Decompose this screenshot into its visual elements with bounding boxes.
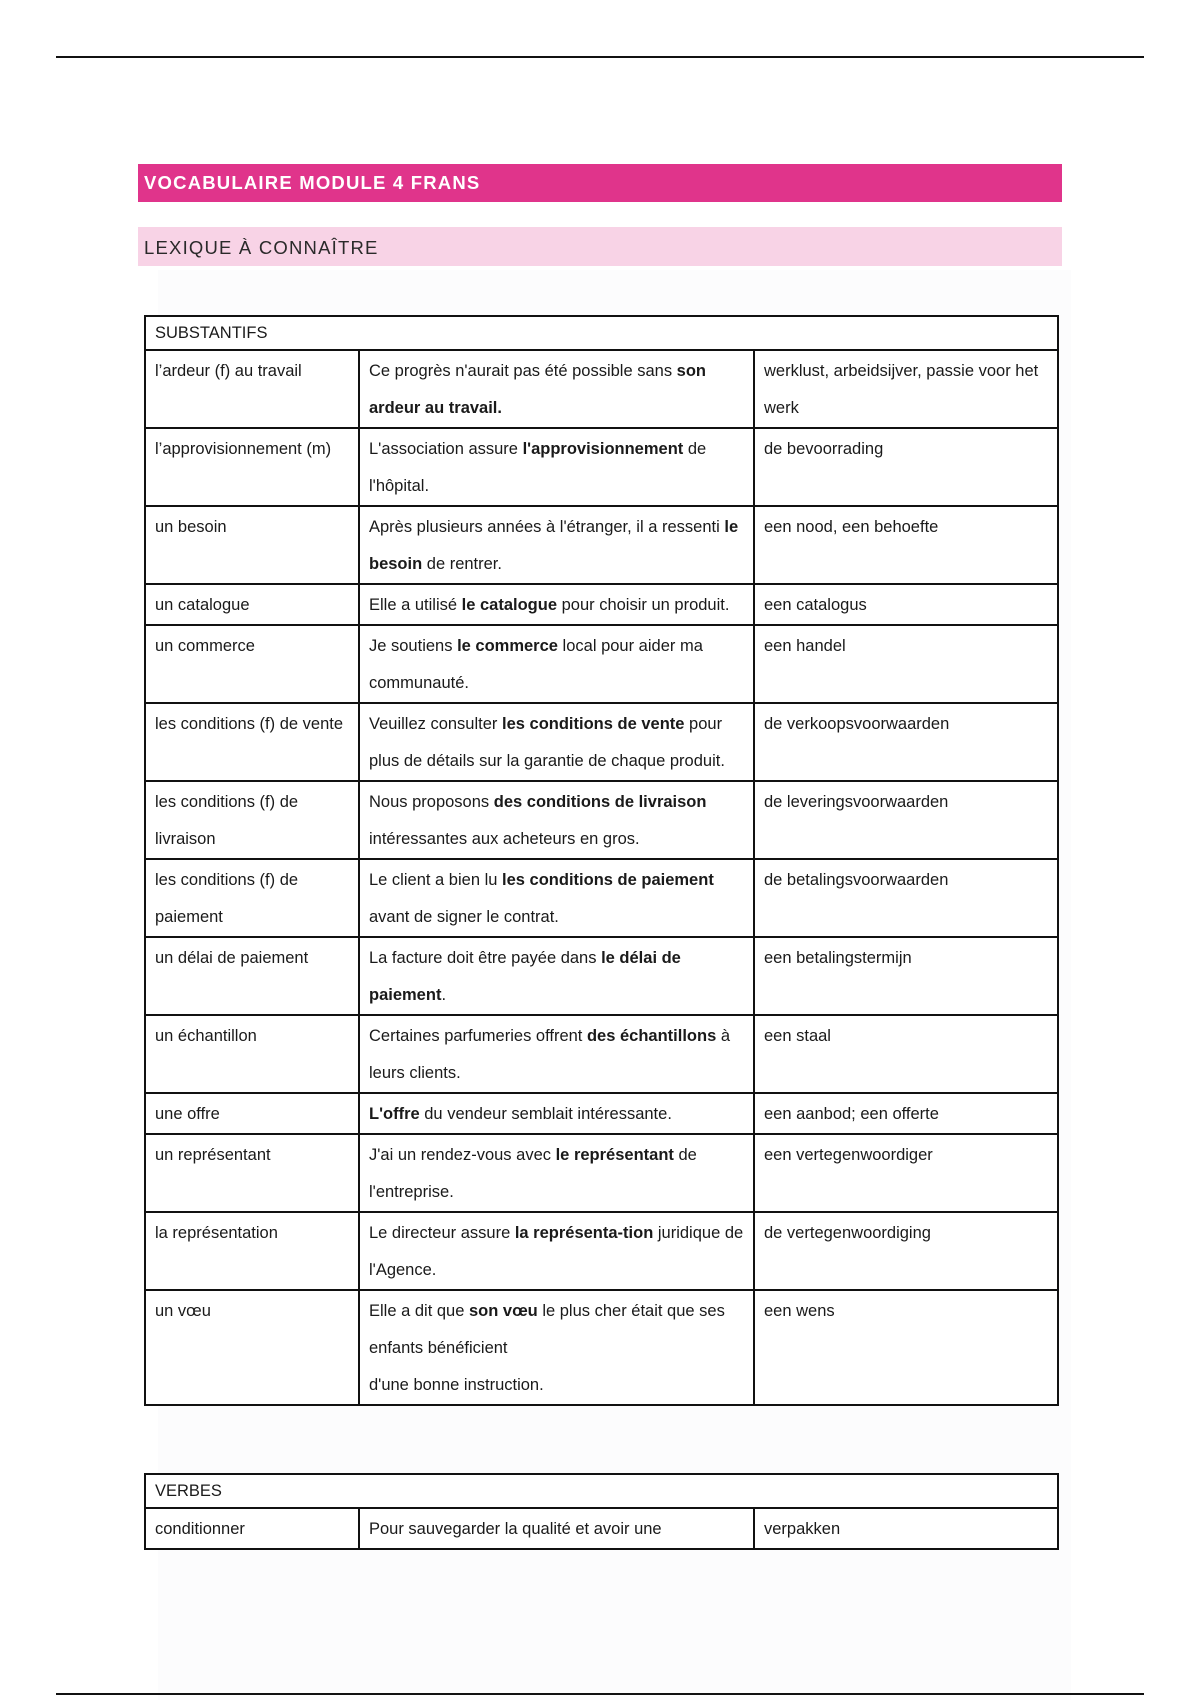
example-keyword: le catalogue [461, 596, 558, 614]
table-row [145, 703, 1058, 781]
example-text: le plus cher était que ses enfants bénéficient [369, 1302, 725, 1357]
term-cell: un délai de paiement [145, 937, 359, 1015]
translation-cell: een betalingstermijn [754, 937, 1058, 1015]
translation-cell: de bevoorrading [754, 428, 1058, 506]
table-row [145, 506, 1058, 584]
substantifs-header: SUBSTANTIFS [145, 316, 1058, 350]
table-row [145, 1134, 1058, 1212]
example-text: Pour sauvegarder la qualité et avoir une [369, 1520, 662, 1538]
translation-cell: een vertegenwoordiger [754, 1134, 1058, 1212]
table-row [145, 1093, 1058, 1134]
translation-cell: een handel [754, 625, 1058, 703]
example-cell [359, 1508, 754, 1549]
translation-cell: verpakken [754, 1508, 1058, 1549]
example-text: à leurs clients. [369, 1027, 731, 1082]
table-row [145, 781, 1058, 859]
example-text: pour choisir un produit. [557, 596, 730, 614]
table-row [145, 350, 1058, 428]
translation-cell: een staal [754, 1015, 1058, 1093]
translation-cell: de leveringsvoorwaarden [754, 781, 1058, 859]
term-cell: un besoin [145, 506, 359, 584]
example-cell [359, 703, 754, 781]
section-subtitle: LEXIQUE À CONNAÎTRE [138, 227, 1062, 266]
example-text: Elle a utilisé [369, 596, 462, 614]
bottom-rule [56, 1693, 1144, 1695]
translation-cell: een catalogus [754, 584, 1058, 625]
example-cell [359, 625, 754, 703]
example-keyword: les conditions de vente [502, 715, 685, 733]
table-header-row [145, 316, 1058, 350]
translation-cell: een aanbod; een offerte [754, 1093, 1058, 1134]
translation-cell: de verkoopsvoorwaarden [754, 703, 1058, 781]
translation-cell: een nood, een behoefte [754, 506, 1058, 584]
table-row [145, 1212, 1058, 1290]
term-cell: un échantillon [145, 1015, 359, 1093]
term-cell: un commerce [145, 625, 359, 703]
example-keyword: la représenta-tion [514, 1224, 654, 1242]
table-row [145, 584, 1058, 625]
example-keyword: son vœu [468, 1302, 538, 1320]
translation-cell: de vertegenwoordiging [754, 1212, 1058, 1290]
example-text: Le directeur assure [369, 1224, 515, 1242]
table-header-row [145, 1474, 1058, 1508]
substantifs-table [144, 315, 1059, 1406]
example-text: avant de signer le contrat. [369, 908, 559, 926]
example-cell [359, 584, 754, 625]
term-cell: un vœu [145, 1290, 359, 1405]
example-cell [359, 937, 754, 1015]
translation-cell: werklust, arbeidsijver, passie voor het werk [754, 350, 1058, 428]
example-cell [359, 1290, 754, 1405]
example-text: intéressantes aux acheteurs en gros. [369, 830, 640, 848]
top-rule [56, 56, 1144, 58]
example-cell [359, 428, 754, 506]
example-text: Je soutiens [369, 637, 458, 655]
example-text: Le client a bien lu [369, 871, 503, 889]
example-keyword: des échantillons [586, 1027, 717, 1045]
term-cell: la représentation [145, 1212, 359, 1290]
example-keyword: le délai de paiement [369, 949, 681, 1004]
example-cell [359, 781, 754, 859]
term-cell: les conditions (f) de livraison [145, 781, 359, 859]
example-cell [359, 506, 754, 584]
example-text: Veuillez consulter [369, 715, 502, 733]
example-text: local pour aider ma communauté. [369, 637, 703, 692]
example-text: J'ai un rendez-vous avec [369, 1146, 556, 1164]
example-keyword: le commerce [457, 637, 558, 655]
translation-cell: de betalingsvoorwaarden [754, 859, 1058, 937]
example-text: de l'entreprise. [369, 1146, 697, 1201]
example-text: d'une bonne instruction. [369, 1376, 544, 1394]
verbes-table [144, 1473, 1059, 1550]
translation-cell: een wens [754, 1290, 1058, 1405]
term-cell: une offre [145, 1093, 359, 1134]
table-row [145, 1508, 1058, 1549]
example-text: L'association assure [369, 440, 523, 458]
page-title: VOCABULAIRE MODULE 4 FRANS [138, 164, 1062, 202]
example-keyword: son ardeur au travail. [369, 362, 707, 417]
example-text: Certaines parfumeries offrent [369, 1027, 587, 1045]
term-cell: les conditions (f) de paiement [145, 859, 359, 937]
table-row [145, 428, 1058, 506]
example-text: pour plus de détails sur la garantie de chaque produit. [369, 715, 725, 770]
example-cell [359, 1015, 754, 1093]
example-text: de l'hôpital. [369, 440, 707, 495]
verbes-header: VERBES [145, 1474, 1058, 1508]
table-row [145, 859, 1058, 937]
example-text: Ce progrès n'aurait pas été possible sans [369, 362, 677, 380]
example-text: juridique de l'Agence. [369, 1224, 744, 1279]
example-cell [359, 859, 754, 937]
example-text: du vendeur semblait intéressante. [419, 1105, 672, 1123]
example-cell [359, 1134, 754, 1212]
term-cell: un catalogue [145, 584, 359, 625]
term-cell: conditionner [145, 1508, 359, 1549]
example-keyword: le besoin [369, 518, 739, 573]
example-keyword: les conditions de paiement [502, 871, 714, 889]
example-keyword: L'offre [369, 1105, 420, 1123]
term-cell: un représentant [145, 1134, 359, 1212]
term-cell: l’ardeur (f) au travail [145, 350, 359, 428]
term-cell: les conditions (f) de vente [145, 703, 359, 781]
example-keyword: le représentant [555, 1146, 674, 1164]
term-cell: l’approvisionnement (m) [145, 428, 359, 506]
example-text: . [441, 986, 447, 1004]
table-row [145, 1015, 1058, 1093]
example-text: Nous proposons [369, 793, 494, 811]
example-text: de rentrer. [422, 555, 502, 573]
example-keyword: des conditions de livraison [493, 793, 707, 811]
example-text: Après plusieurs années à l'étranger, il a ressenti [369, 518, 725, 536]
example-cell [359, 1093, 754, 1134]
example-cell [359, 1212, 754, 1290]
table-row [145, 937, 1058, 1015]
table-row [145, 625, 1058, 703]
example-keyword: l'approvisionnement [522, 440, 684, 458]
example-cell [359, 350, 754, 428]
table-row [145, 1290, 1058, 1405]
example-text: Elle a dit que [369, 1302, 469, 1320]
example-text: La facture doit être payée dans [369, 949, 602, 967]
